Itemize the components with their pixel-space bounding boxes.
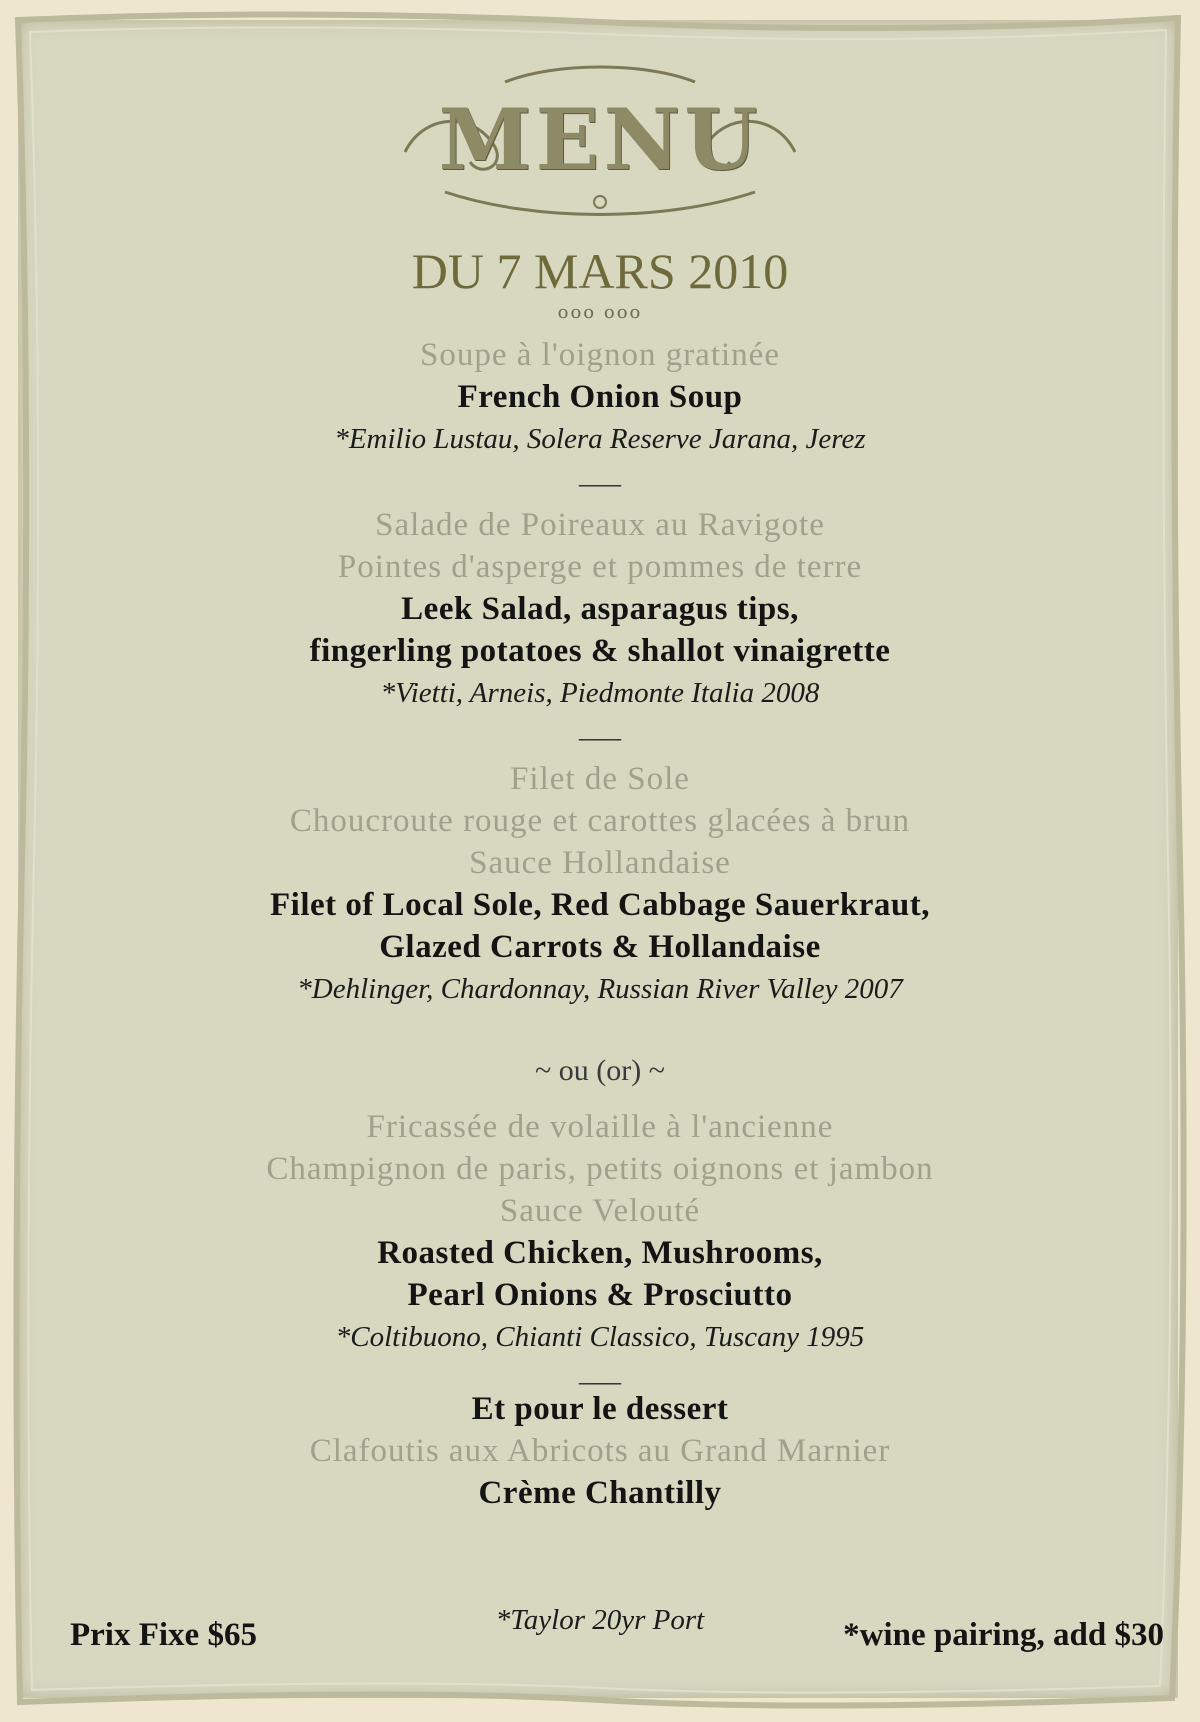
ornament-dots: ooo ooo [557,302,643,323]
dessert-wine: *Taylor 20yr Port [495,1604,705,1636]
course-english-line: French Onion Soup [457,379,743,415]
course-separator: ___ [579,713,621,744]
course-french-line: Champignon de paris, petits oignons et jambon [266,1151,934,1187]
course-english-line: Glazed Carrots & Hollandaise [379,929,821,965]
course-wine: *Emilio Lustau, Solera Reserve Jarana, Jerez [334,423,866,455]
course-wine: *Dehlinger, Chardonnay, Russian River Valley 2007 [297,973,903,1005]
or-divider: ~ ou (or) ~ [535,1054,665,1087]
course-french-line: Salade de Poireaux au Ravigote [375,507,825,543]
menu-date: DU 7 MARS 2010 [411,243,789,299]
course-english-line: Pearl Onions & Prosciutto [407,1277,793,1313]
course-2 [0,504,1200,714]
dessert-english-line: Crème Chantilly [478,1475,722,1511]
course-separator: ___ [579,459,621,490]
course-1 [0,334,1200,460]
prix-fixe-price: Prix Fixe $65 [70,1617,257,1653]
menu-logo-text: MENU [438,90,762,189]
course-english-line: fingerling potatoes & shallot vinaigrette [309,633,891,669]
dessert-heading: Et pour le dessert [471,1391,729,1427]
menu-logo [385,52,815,222]
course-separator: ___ [579,1357,621,1388]
dessert-course [0,1388,1200,1514]
course-wine: *Coltibuono, Chianti Classico, Tuscany 1995 [335,1321,865,1353]
course-3 [0,758,1200,1010]
course-english-line: Leek Salad, asparagus tips, [401,591,799,627]
course-french-line: Fricassée de volaille à l'ancienne [366,1109,834,1145]
course-4 [0,1106,1200,1358]
course-english-line: Filet of Local Sole, Red Cabbage Sauerkraut, [270,887,930,923]
course-french-line: Choucroute rouge et carottes glacées à brun [289,803,911,839]
course-french-line: Sauce Velouté [499,1193,701,1229]
wine-pairing-price: *wine pairing, add $30 [843,1617,1164,1653]
course-french-line: Filet de Sole [510,761,690,797]
course-english-line: Roasted Chicken, Mushrooms, [377,1235,823,1271]
course-french-line: Pointes d'asperge et pommes de terre [337,549,863,585]
menu-courses [0,334,1200,1514]
course-wine: *Vietti, Arneis, Piedmonte Italia 2008 [380,677,820,709]
course-french-line: Soupe à l'oignon gratinée [420,337,780,373]
dessert-french-line: Clafoutis aux Abricots au Grand Marnier [309,1433,891,1469]
course-french-line: Sauce Hollandaise [469,845,731,881]
